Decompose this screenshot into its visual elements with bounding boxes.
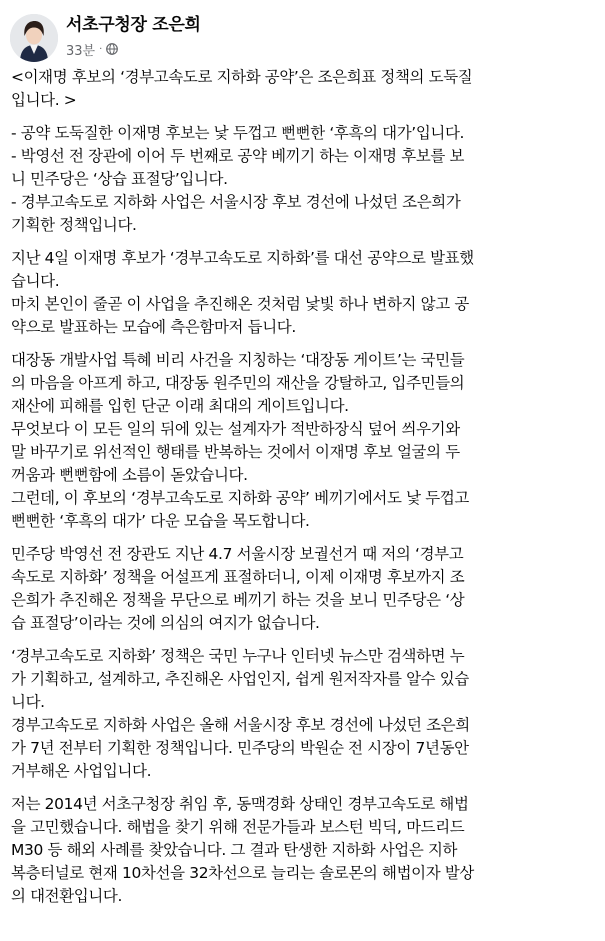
post-text-line: 속도로 지하화’ 정책을 어설프게 표절하더니, 이제 이재명 후보까지 조 [11, 568, 465, 586]
post-text-line: 마치 본인이 줄곧 이 사업을 추진해온 것처럼 낯빛 하나 변하지 않고 공 [11, 295, 469, 313]
post-text-line: <이재명 후보의 ‘경부고속도로 지하화 공약’은 조은희표 정책의 도둑질 [11, 68, 473, 86]
post-text-line: 복층터널로 현재 10차선을 32차선으로 늘리는 솔로몬의 해법이자 발상 [11, 864, 474, 882]
post-text-line: 습니다. [11, 272, 60, 290]
post-text-line: 을 고민했습니다. 해법을 찾기 위해 전문가들과 보스턴 빅딕, 마드리드 [11, 818, 465, 836]
avatar[interactable] [10, 14, 58, 62]
post-text-line: 뻔뻔한 ‘후흑의 대가’ 다운 모습을 목도합니다. [11, 512, 310, 530]
post-meta [66, 40, 118, 58]
post-text-line: 니다. [11, 693, 45, 711]
post-paragraph [11, 793, 603, 908]
post-text-line: M30 등 해외 사례를 찾았습니다. 그 결과 탄생한 지하화 사업은 지하 [11, 841, 458, 859]
post-paragraph [11, 122, 603, 237]
post-text-line: 약으로 발표하는 모습에 측은함마저 듭니다. [11, 318, 296, 336]
post-paragraph [11, 66, 603, 112]
post-text-line: 말 바꾸기로 위선적인 행태를 반복하는 것에서 이재명 후보 얼굴의 두 [11, 443, 460, 461]
post-text-line: - 박영선 전 장관에 이어 두 번째로 공약 베끼기 하는 이재명 후보를 보 [11, 147, 465, 165]
post-text-line: 가 7년 전부터 기획한 정책입니다. 민주당의 박원순 전 시장이 7년동안 [11, 739, 469, 757]
post-text-line: ‘경부고속도로 지하화’ 정책은 국민 누구나 인터넷 뉴스만 검색하면 누 [11, 647, 465, 665]
post-text-line: 가 기획하고, 설계하고, 추진해온 사업인지, 쉽게 원저작자를 알수 있습 [11, 670, 469, 688]
post-text-line: 거부해온 사업입니다. [11, 762, 152, 780]
separator-dot: · [99, 43, 103, 55]
post-text-line: 의 대전환입니다. [11, 887, 123, 905]
post-body [11, 66, 603, 918]
post-paragraph [11, 349, 603, 533]
author-name[interactable]: 서초구청장 조은희 [66, 15, 201, 35]
post-text-line: - 경부고속도로 지하화 사업은 서울시장 후보 경선에 나섰던 조은희가 [11, 193, 461, 211]
globe-icon [106, 43, 118, 55]
post-text-line: 경부고속도로 지하화 사업은 올해 서울시장 후보 경선에 나섰던 조은희 [11, 716, 470, 734]
post-text-line: 니 민주당은 ‘상습 표절당’입니다. [11, 170, 228, 188]
post-text-line: 대장동 개발사업 특혜 비리 사건을 지칭하는 ‘대장동 게이트’는 국민들 [11, 351, 465, 369]
post-text-line: 재산에 피해를 입힌 단군 이래 최대의 게이트입니다. [11, 397, 349, 415]
post-text-line: 꺼움과 뻔뻔함에 소름이 돋았습니다. [11, 466, 248, 484]
post-paragraph [11, 645, 603, 783]
post-text-line: 의 마음을 아프게 하고, 대장동 원주민의 재산을 강탈하고, 입주민들의 [11, 374, 465, 392]
post-text-line: 입니다. > [11, 91, 77, 109]
post-text-line: 기획한 정책입니다. [11, 216, 137, 234]
post-text-line: 민주당 박영선 전 장관도 지난 4.7 서울시장 보궐선거 때 저의 ‘경부고 [11, 545, 464, 563]
post-paragraph [11, 543, 603, 635]
post-text-line: 은희가 추진해온 정책을 무단으로 베끼기 하는 것을 보니 민주당은 ‘상 [11, 591, 465, 609]
post-text-line: 저는 2014년 서초구청장 취임 후, 동맥경화 상태인 경부고속도로 해법 [11, 795, 469, 813]
post-paragraph [11, 247, 603, 339]
post-text-line: 습 표절당’이라는 것에 의심의 여지가 없습니다. [11, 614, 320, 632]
post-header [0, 0, 605, 70]
post-text-line: - 공약 도둑질한 이재명 후보는 낯 두껍고 뻔뻔한 ‘후흑의 대가’입니다. [11, 124, 465, 142]
post-timestamp[interactable]: 33분 [66, 43, 96, 59]
post-text-line: 그런데, 이 후보의 ‘경부고속도로 지하화 공약’ 베끼기에서도 낯 두껍고 [11, 489, 469, 507]
profile-photo [10, 14, 58, 62]
post-text-line: 무엇보다 이 모든 일의 뒤에 있는 설계자가 적반하장식 덮어 씌우기와 [11, 420, 460, 438]
post-text-line: 지난 4일 이재명 후보가 ‘경부고속도로 지하화’를 대선 공약으로 발표했 [11, 249, 474, 267]
